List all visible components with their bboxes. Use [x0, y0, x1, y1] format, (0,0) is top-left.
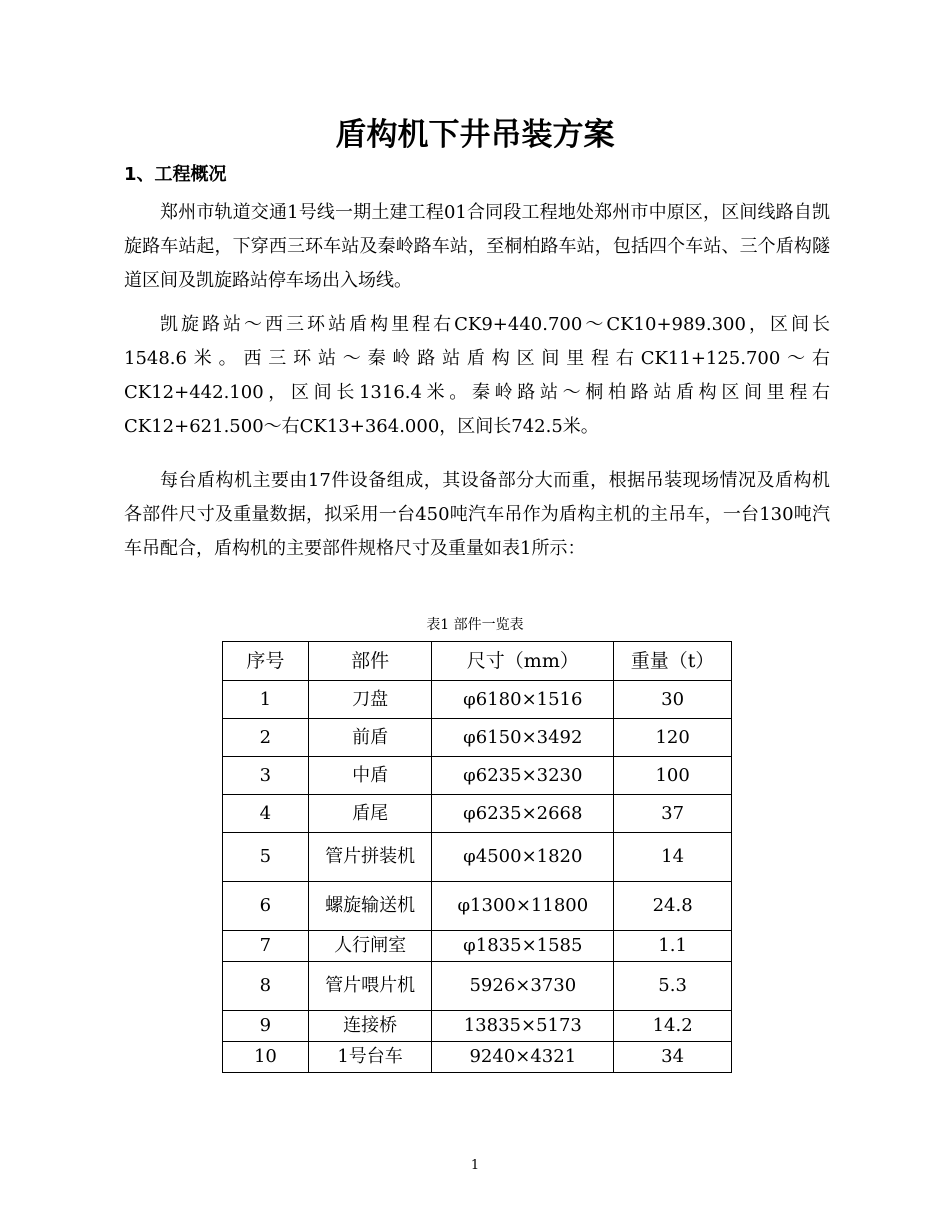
parts-table: [222, 641, 732, 1073]
cell-part: 1号台车: [308, 1042, 432, 1073]
cell-index: 2: [223, 719, 309, 757]
page-number: 1: [470, 1158, 480, 1173]
cell-part: 管片喂片机: [308, 962, 432, 1011]
cell-weight: 34: [614, 1042, 732, 1073]
cell-index: 7: [223, 931, 309, 962]
header-index: 序号: [223, 642, 309, 681]
cell-index: 1: [223, 681, 309, 719]
cell-index: 3: [223, 757, 309, 795]
table-row: [223, 795, 732, 833]
paragraph-overview: 郑州市轨道交通1号线一期土建工程01合同段工程地处郑州市中原区，区间线路自凯旋路车站起，下穿西三环车站及秦岭路车站，至桐柏路车站，包括四个车站、三个盾构隧道区间及凯旋路站停车场出入场线。: [124, 202, 830, 291]
cell-weight: 14.2: [614, 1011, 732, 1042]
header-part: 部件: [308, 642, 432, 681]
cell-size: φ6235×2668: [432, 795, 614, 833]
cell-part: 螺旋输送机: [308, 882, 432, 931]
cell-index: 8: [223, 962, 309, 1011]
header-size: 尺寸（mm）: [432, 642, 614, 681]
cell-index: 6: [223, 882, 309, 931]
cell-part: 人行闸室: [308, 931, 432, 962]
cell-size: φ4500×1820: [432, 833, 614, 882]
table-row: [223, 757, 732, 795]
cell-index: 4: [223, 795, 309, 833]
cell-size: φ6150×3492: [432, 719, 614, 757]
cell-weight: 37: [614, 795, 732, 833]
table-row: [223, 1042, 732, 1073]
section-heading: 1、工程概况: [124, 164, 227, 185]
header-weight: 重量（t）: [614, 642, 732, 681]
cell-index: 10: [223, 1042, 309, 1073]
cell-index: 9: [223, 1011, 309, 1042]
cell-weight: 30: [614, 681, 732, 719]
cell-weight: 24.8: [614, 882, 732, 931]
paragraph-mileage: 凯旋路站～西三环站盾构里程右CK9+440.700～CK10+989.300，区间长1548.6米。西三环站～秦岭路站盾构区间里程右CK11+125.700～右CK12+442.100，区间长1316.4米。秦岭路站～桐柏路站盾构区间里程右CK12+621.500～右CK13+364.000，区间长742.5米。: [124, 314, 830, 437]
table-row: [223, 962, 732, 1011]
table-row: [223, 833, 732, 882]
cell-size: 9240×4321: [432, 1042, 614, 1073]
cell-size: 5926×3730: [432, 962, 614, 1011]
table-row: [223, 1011, 732, 1042]
cell-part: 刀盘: [308, 681, 432, 719]
cell-weight: 120: [614, 719, 732, 757]
cell-size: φ1835×1585: [432, 931, 614, 962]
table-row: [223, 931, 732, 962]
document-title: 盾构机下井吊装方案: [335, 117, 615, 153]
paragraph-equipment: 每台盾构机主要由17件设备组成，其设备部分大而重，根据吊装现场情况及盾构机各部件尺寸及重量数据，拟采用一台450吨汽车吊作为盾构主机的主吊车，一台130吨汽车吊配合，盾构机的主要部件规格尺寸及重量如表1所示：: [124, 470, 830, 559]
table-row: [223, 681, 732, 719]
cell-weight: 14: [614, 833, 732, 882]
cell-size: φ1300×11800: [432, 882, 614, 931]
cell-weight: 5.3: [614, 962, 732, 1011]
cell-part: 盾尾: [308, 795, 432, 833]
cell-weight: 100: [614, 757, 732, 795]
cell-part: 连接桥: [308, 1011, 432, 1042]
cell-index: 5: [223, 833, 309, 882]
cell-part: 中盾: [308, 757, 432, 795]
table-caption: 表1 部件一览表: [426, 617, 524, 633]
table-header-row: [223, 642, 732, 681]
cell-part: 前盾: [308, 719, 432, 757]
table-row: [223, 719, 732, 757]
cell-weight: 1.1: [614, 931, 732, 962]
cell-size: 13835×5173: [432, 1011, 614, 1042]
cell-size: φ6180×1516: [432, 681, 614, 719]
cell-part: 管片拼装机: [308, 833, 432, 882]
cell-size: φ6235×3230: [432, 757, 614, 795]
table-row: [223, 882, 732, 931]
